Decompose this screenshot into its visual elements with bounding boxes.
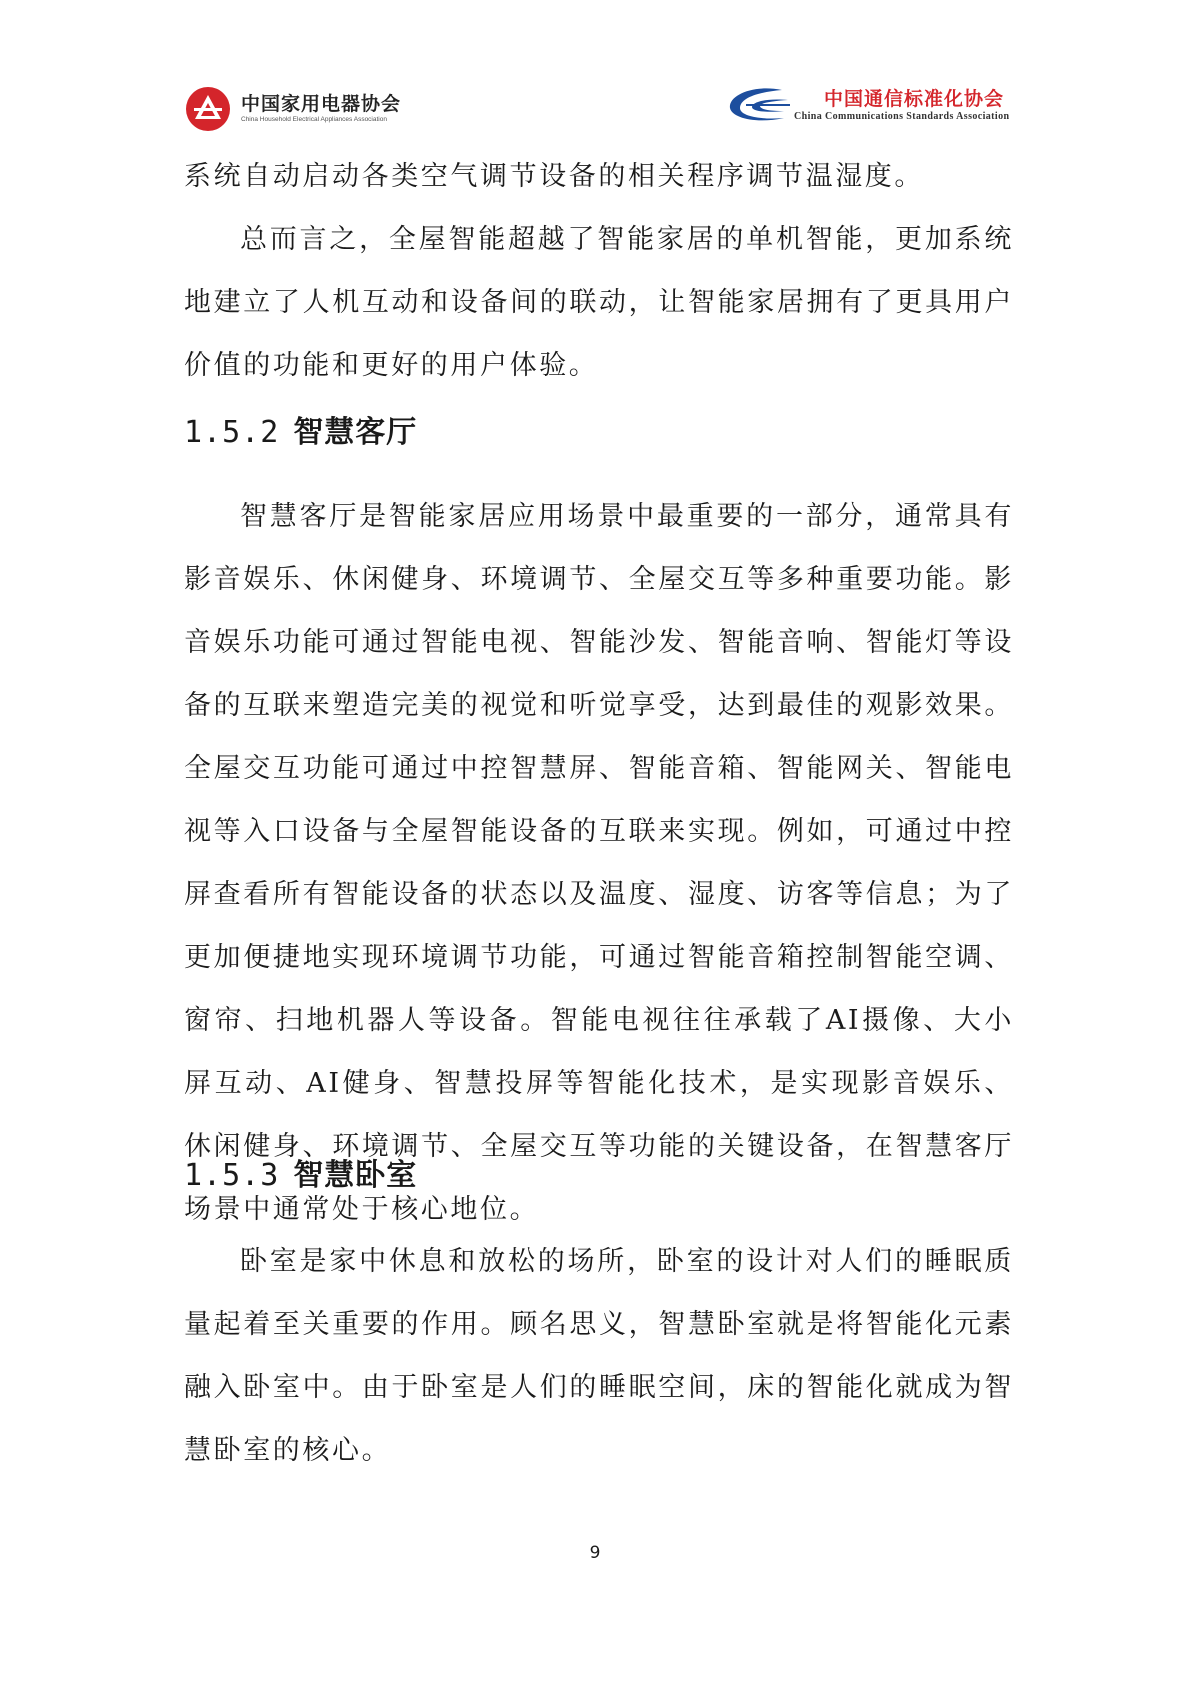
section-title: 智慧客厅 [293, 415, 418, 450]
ccsa-swoosh-icon [722, 82, 790, 128]
section-heading-1-5-3 [184, 1150, 417, 1194]
page-header [0, 0, 1190, 150]
cheaa-emblem-icon [185, 86, 231, 132]
section-number: 1.5.2 [184, 415, 280, 450]
paragraph-living-room: 智慧客厅是智能家居应用场景中最重要的一部分，通常具有影音娱乐、休闲健身、环境调节、全屋交互等多种重要功能。影音娱乐功能可通过智能电视、智能沙发、智能音响、智能灯等设备的互联来塑造完美的视觉和听觉享受，达到最佳的观影效果。全屋交互功能可通过中控智慧屏、智能音箱、智能网关、智能电视等入口设备与全屋智能设备的互联来实现。例如，可通过中控屏查看所有智能设备的状态以及温度、湿度、访客等信息；为了更加便捷地实现环境调节功能，可通过智能音箱控制智能空调、窗帘、扫地机器人等设备。智能电视往往承载了AI摄像、大小屏互动、AI健身、智慧投屏等智能化技术，是实现影音娱乐、休闲健身、环境调节、全屋交互等功能的关键设备，在智慧客厅场景中通常处于核心地位。 [184, 501, 1014, 1225]
body-block-2 [184, 485, 1014, 1241]
body-block-3 [184, 1230, 1014, 1482]
paragraph-bedroom: 卧室是家中休息和放松的场所，卧室的设计对人们的睡眠质量起着至关重要的作用。顾名思义，智慧卧室就是将智能化元素融入卧室中。由于卧室是人们的睡眠空间，床的智能化就成为智慧卧室的核心。 [184, 1246, 1014, 1466]
ccsa-logo [722, 82, 1009, 128]
page-number: 9 [589, 1543, 601, 1563]
paragraph-continuation: 系统自动启动各类空气调节设备的相关程序调节温湿度。 [184, 161, 924, 192]
body-block-1 [184, 145, 1014, 397]
section-heading-1-5-2 [184, 407, 417, 451]
paragraph-summary: 总而言之，全屋智能超越了智能家居的单机智能，更加系统地建立了人机互动和设备间的联动，让智能家居拥有了更具用户价值的功能和更好的用户体验。 [184, 224, 1014, 381]
cheaa-logo [185, 86, 401, 132]
ccsa-name-en: China Communications Standards Association [794, 111, 1010, 122]
section-title: 智慧卧室 [293, 1158, 418, 1193]
cheaa-name-en: China Household Electrical Appliances Association [241, 116, 387, 123]
ccsa-name-cn: 中国通信标准化协会 [824, 88, 1005, 110]
section-number: 1.5.3 [184, 1158, 280, 1193]
cheaa-name-cn: 中国家用电器协会 [241, 93, 402, 115]
